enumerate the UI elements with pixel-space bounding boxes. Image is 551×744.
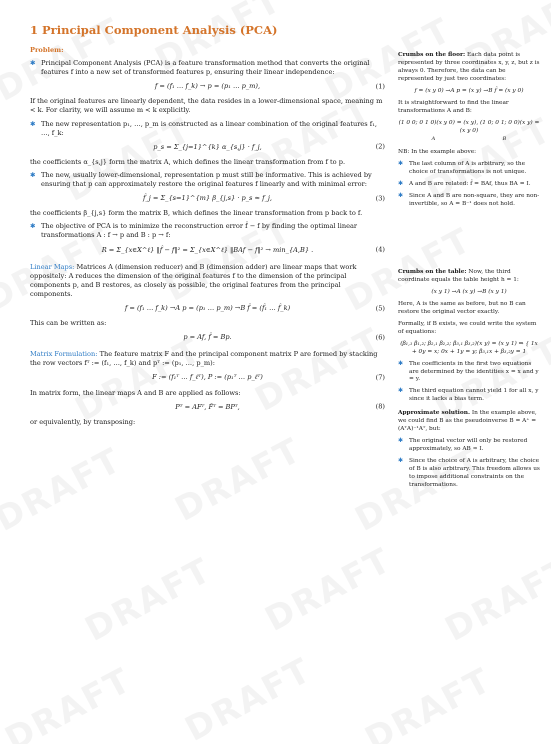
representation-text: The new representation p₁, …, p_m is constructed as a linear combination of the original features f₁, …, f_k: [41, 119, 377, 137]
paragraph-transposing: or equivalently, by transposing: [30, 417, 136, 426]
equation-8-body: Pᵀ = AFᵀ, F̂ᵀ = BPᵀ, [175, 402, 240, 411]
sidebar-bullet-arbitrary-text: Since the choice of A is arbitrary, the choice of B is also arbitrary. This freedom allows us to impose additional constraints on the transformations. [409, 458, 540, 489]
bullet-star-icon: ✱ [398, 180, 403, 187]
nb-bullet-2 [398, 181, 540, 189]
sidebar-equation-2-braces [398, 136, 540, 143]
nb-bullet-3 [398, 193, 540, 209]
objective-text: The objective of PCA is to minimize the reconstruction error f̂ − f by finding the optimal linear transformations A : f → p and B : p → f: [41, 222, 358, 240]
bullet-star-icon: ✱ [398, 192, 403, 199]
linear-maps-paragraph [30, 263, 385, 299]
equation-1-number: (1) [375, 82, 385, 91]
sidebar-column [398, 52, 540, 494]
nb-bullet-1-text: The last column of A is arbitrary, so the choice of transformations is not unique. [409, 160, 527, 175]
equation-5 [30, 304, 385, 313]
equation-6-number: (6) [375, 333, 385, 342]
bullet-informative [30, 171, 385, 189]
sidebar-bullet-restored-text: The original vector will only be restored approximately, so AB ≈ I. [409, 438, 528, 453]
equation-2-body: p_s = Σ_{j=1}^{k} α_{s,j} · f_j, [153, 142, 262, 151]
equation-1 [30, 82, 385, 91]
sidebar-bullet-restored [398, 438, 540, 454]
sidebar-bullet-third-equation [398, 388, 540, 404]
informative-text: The new, usually lower-dimensional, representation p must still be informative. This is achieved by ensuring that p can approximately restore the original features f linearly and with minimal error: [41, 170, 372, 189]
equation-5-number: (5) [375, 303, 385, 312]
bullet-representation [30, 120, 385, 138]
sidebar-bullet-coefficients [398, 361, 540, 385]
sidebar-equation-3: (x y 1) →A (x y) →B (x y 1) [431, 288, 507, 295]
sidebar-transformations-text: It is straightforward to find the linear transformations A and B: [398, 99, 509, 114]
equation-3 [30, 194, 385, 203]
matrix-formulation-text: The feature matrix F and the principal component matrix P are formed by stacking the row vectors fᵀ := (f₁, …, f_k) and pᵀ := (p₁, …, p_m): [30, 350, 378, 368]
equation-7-body: F := (f₁ᵀ … f_ℓᵀ), P := (p₁ᵀ … p_ℓᵀ) [152, 373, 263, 382]
bullet-star-icon: ✱ [398, 360, 403, 367]
bullet-star-icon: ✱ [30, 59, 36, 68]
nb-heading: NB: In the example above: [398, 148, 477, 155]
nb-bullet-1 [398, 161, 540, 177]
bullet-star-icon: ✱ [30, 170, 36, 179]
equation-8 [30, 403, 385, 412]
linear-maps-text: Matrices A (dimension reducer) and B (dimension adder) are linear maps that work oppositely: A reduces the dimension of the original features f to the dimension of the principal components p, and B restores, as closely as possible, the original features from the principal components. [30, 262, 357, 298]
equation-4-number: (4) [375, 245, 385, 254]
equation-4 [30, 246, 385, 255]
crumbs-table-heading: Crumbs on the table: [398, 268, 467, 275]
bullet-objective [30, 222, 385, 240]
bullet-star-icon: ✱ [398, 388, 403, 395]
problem-label: Problem: [30, 46, 64, 54]
equation-3-number: (3) [375, 194, 385, 203]
equation-8-number: (8) [375, 402, 385, 411]
equation-1-body: f = (f₁ … f_k) → p = (p₁ … p_m), [154, 82, 261, 91]
crumbs-floor-text: Each data point is represented by three coordinates x, y, z, but z is always 0. Therefore, the data can be represented by just two coordinates: [398, 52, 540, 82]
linear-maps-label: Linear Maps: [30, 262, 75, 271]
sidebar-system-text: Formally, if B exists, we could write the system of equations: [398, 320, 537, 335]
equation-4-body: R = Σ_{x∈X^ℓ} ‖f̂ − f‖² = Σ_{x∈X^ℓ} ‖BAf − f‖² → min_{A,B} . [101, 245, 314, 254]
equation-2-number: (2) [375, 142, 385, 151]
paragraph-matrix-form: In matrix form, the linear maps A and B are applied as follows: [30, 388, 241, 397]
nb-bullet-3-text: Since A and B are non-square, they are non-invertible, so A = B⁻¹ does not hold. [409, 192, 540, 207]
bullet-intro [30, 59, 385, 77]
approx-heading: Approximate solution. [398, 410, 470, 417]
main-column [30, 46, 385, 431]
brace-label-a: A [431, 135, 436, 142]
equation-7 [30, 373, 385, 382]
approx-text: In the example above, we could find B as the pseudoinverse B = A⁺ = (AᵀA)⁻¹Aᵀ, but: [398, 410, 537, 433]
nb-bullet-2-text: A and B are related: f̂ = BAf, thus BA = I. [409, 180, 531, 187]
equation-2 [30, 143, 385, 152]
sidebar-equation-1: f = (x y 0) →A p = (x y) →B f̂ = (x y 0) [414, 87, 524, 94]
crumbs-table-text: Now, the third coordinate equals the table height h = 1: [398, 268, 519, 283]
paragraph-matrix-b: the coefficients β_{j,s} form the matrix B, which defines the linear transformation from p back to f. [30, 209, 363, 218]
matrix-formulation-paragraph [30, 350, 385, 368]
bullet-star-icon: ✱ [398, 458, 403, 465]
sidebar-bullet-third-equation-text: The third equation cannot yield 1 for all x, y since it lacks a bias term. [409, 388, 539, 403]
crumbs-floor-paragraph [398, 52, 540, 84]
sidebar-equation-2-body: (1 0 0; 0 1 0)(x y 0) = (x y), (1 0; 0 1; 0 0)(x y) = (x y 0) [398, 119, 540, 134]
sidebar-restore-text: Here, A is the same as before, but no B can restore the original vector exactly. [398, 300, 526, 315]
equation-5-body: f = (f₁ … f_k) →A p = (p₁ … p_m) →B f̂ = (f̂₁ … f̂_k) [124, 303, 291, 312]
paragraph-matrix-a: the coefficients α_{s,j} form the matrix A, which defines the linear transformation from f to p. [30, 157, 346, 166]
sidebar-bullet-arbitrary [398, 458, 540, 490]
equation-6-body: p = Af, f̂ = Bp. [183, 333, 232, 342]
bullet-star-icon: ✱ [30, 119, 36, 128]
sidebar-equation-2 [398, 120, 540, 143]
section-title: 1 Principal Component Analysis (PCA) [30, 23, 278, 37]
bullet-star-icon: ✱ [30, 222, 36, 231]
brace-label-b: B [502, 135, 507, 142]
equation-7-number: (7) [375, 373, 385, 382]
crumbs-table-paragraph [398, 269, 540, 285]
sidebar-bullet-coefficients-text: The coefficients in the first two equations are determined by the identities x = x and y = y. [409, 360, 539, 383]
bullet-star-icon: ✱ [398, 438, 403, 445]
equation-3-body: f̂_j = Σ_{s=1}^{m} β_{j,s} · p_s ≈ f_j, [142, 194, 273, 203]
intro-text: Principal Component Analysis (PCA) is a feature transformation method that converts the original features f into a new set of transformed features p, ensuring their linear independence: [41, 59, 370, 77]
paragraph-dependent: If the original features are linearly dependent, the data resides in a lower-dimensional space, meaning m < k. For clarity, we will assume m < k explicitly. [30, 97, 383, 115]
crumbs-floor-heading: Crumbs on the floor: [398, 52, 466, 58]
bullet-star-icon: ✱ [398, 160, 403, 167]
paragraph-written-as: This can be written as: [30, 319, 107, 328]
approx-paragraph [398, 410, 540, 434]
matrix-formulation-label: Matrix Formulation: [30, 350, 98, 359]
equation-6 [30, 333, 385, 342]
sidebar-equation-4: (β₁,₁ β₁,₂; β₂,₁ β₂,₂; β₃,₁ β₃,₂)(x y) = (x y 1) ⇒ { 1x + 0y = x; 0x + 1y = y; β₃,₁x + β₃,₂y = 1 [400, 340, 538, 355]
